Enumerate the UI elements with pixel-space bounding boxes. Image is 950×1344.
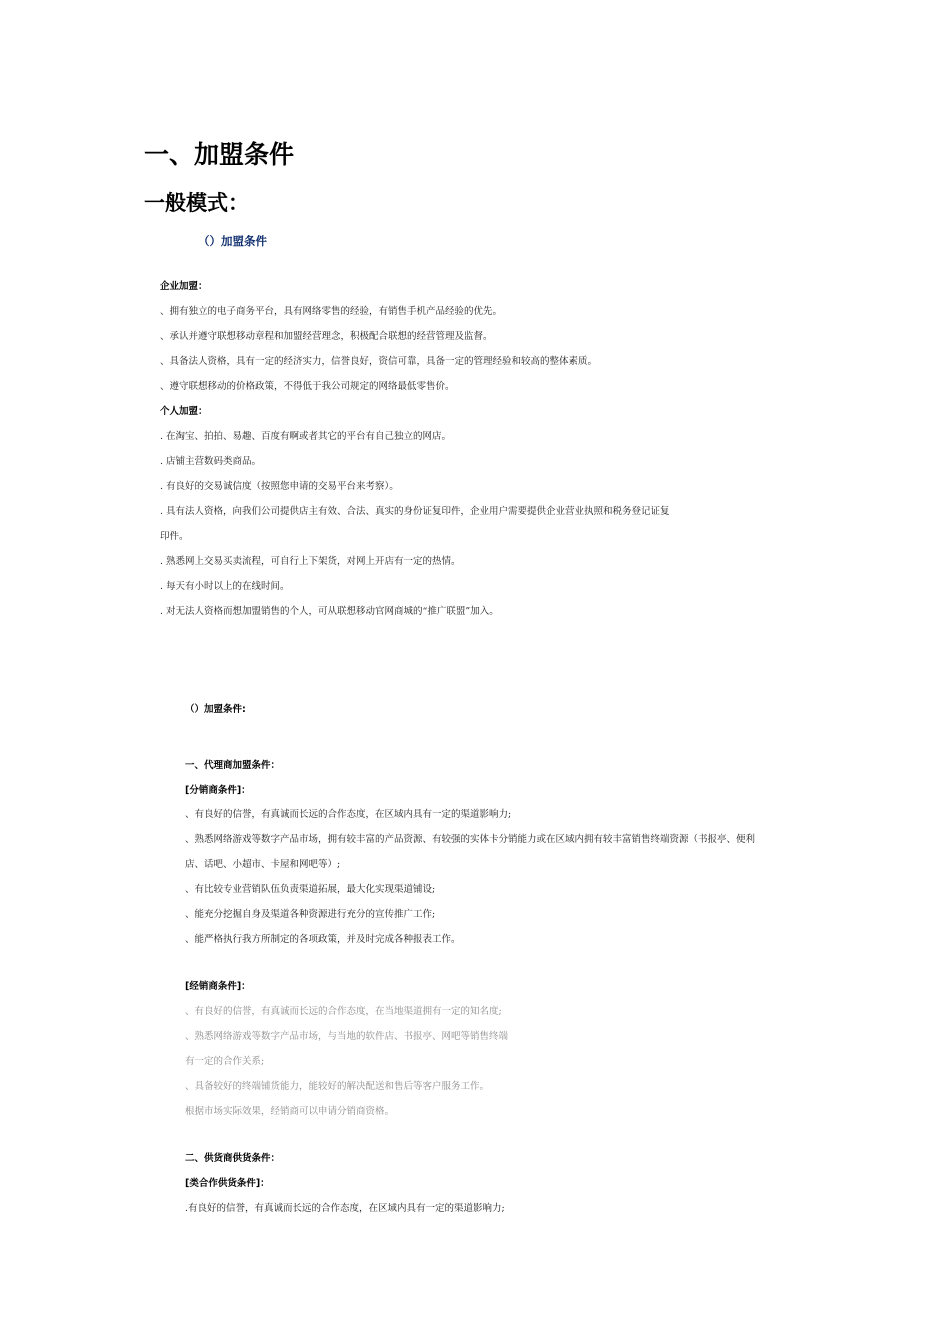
page-title: 一、加盟条件 [144, 140, 295, 169]
section1-heading: （）加盟条件 [198, 234, 267, 248]
section2-heading: （）加盟条件: [185, 704, 246, 715]
personal-item: . 对无法人资格而想加盟销售的个人，可从联想移动官网商城的“推广联盟”加入。 [160, 606, 499, 617]
enterprise-item: 、遵守联想移动的价格政策，不得低于我公司规定的网络最低零售价。 [160, 381, 455, 392]
distributor-item: 、熟悉网络游戏等数字产品市场，拥有较丰富的产品资源、有较强的实体卡分销能力或在区域内拥有较丰富销售终端资源（书报亭、便利 [185, 834, 756, 845]
dealer-item: 有一定的合作关系; [185, 1056, 265, 1067]
dealer-item: 、具备较好的终端铺货能力，能较好的解决配送和售后等客户服务工作。 [185, 1081, 490, 1092]
personal-label: 个人加盟： [160, 406, 208, 417]
distributor-item: 、有比较专业营销队伍负责渠道拓展，最大化实现渠道铺设; [185, 884, 436, 895]
personal-item: . 有良好的交易诚信度（按照您申请的交易平台来考察）。 [160, 481, 399, 492]
personal-item: 印件。 [160, 531, 189, 542]
supplier-title: 二、供货商供货条件： [185, 1153, 281, 1164]
distributor-item: 、能严格执行我方所制定的各项政策，并及时完成各种报表工作。 [185, 934, 461, 945]
enterprise-item: 、具备法人资格，具有一定的经济实力，信誉良好，资信可靠，具备一定的管理经验和较高的整体素质。 [160, 356, 598, 367]
personal-item: . 每天有小时以上的在线时间。 [160, 581, 290, 592]
enterprise-label: 企业加盟： [160, 281, 208, 292]
personal-item: . 熟悉网上交易买卖流程，可自行上下架货，对网上开店有一定的热情。 [160, 556, 461, 567]
distributor-item: 、有良好的信誉，有真诚而长远的合作态度，在区域内具有一定的渠道影响力; [185, 809, 512, 820]
dealer-item: 根据市场实际效果，经销商可以申请分销商资格。 [185, 1106, 395, 1117]
distributor-label: [分销商条件]： [185, 785, 251, 796]
personal-item: . 具有法人资格，向我们公司提供店主有效、合法、真实的身份证复印件，企业用户需要提供企业营业执照和税务登记证复 [160, 506, 670, 517]
mode-subtitle: 一般模式： [144, 191, 249, 215]
enterprise-item: 、承认并遵守联想移动章程和加盟经营理念，积极配合联想的经营管理及监督。 [160, 331, 493, 342]
agent-title: 一、代理商加盟条件： [185, 760, 281, 771]
supplier-label: [类合作供货条件]： [185, 1178, 270, 1189]
distributor-item: 店、话吧、小超市、卡屋和网吧等）; [185, 859, 341, 870]
personal-item: . 在淘宝、拍拍、易趣、百度有啊或者其它的平台有自己独立的网店。 [160, 431, 452, 442]
enterprise-item: 、拥有独立的电子商务平台，具有网络零售的经验，有销售手机产品经验的优先。 [160, 306, 503, 317]
dealer-item: 、有良好的信誉，有真诚而长远的合作态度，在当地渠道拥有一定的知名度; [185, 1006, 502, 1017]
personal-item: . 店铺主营数码类商品。 [160, 456, 262, 467]
supplier-item: .有良好的信誉，有真诚而长远的合作态度，在区域内具有一定的渠道影响力; [185, 1203, 505, 1214]
dealer-label: [经销商条件]： [185, 981, 251, 992]
dealer-item: 、熟悉网络游戏等数字产品市场，与当地的软件店、书报亭、网吧等销售终端 [185, 1031, 509, 1042]
distributor-item: 、能充分挖掘自身及渠道各种资源进行充分的宣传推广工作; [185, 909, 436, 920]
